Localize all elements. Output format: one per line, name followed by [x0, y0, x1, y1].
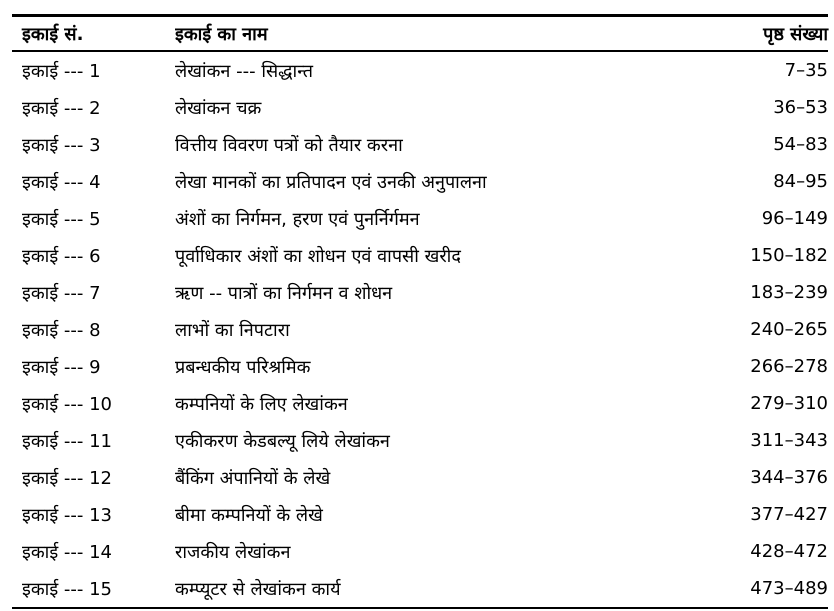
unit-name-cell: बीमा कम्पनियों के लेखे: [175, 504, 323, 526]
table-row: [12, 348, 828, 385]
page-range-cell: 240–265: [750, 319, 828, 340]
unit-number-cell: इकाई --- 7: [22, 282, 101, 304]
unit-name-cell: प्रबन्धकीय परिश्रमिक: [175, 356, 311, 378]
unit-number-cell: इकाई --- 13: [22, 504, 112, 526]
table-row: [12, 274, 828, 311]
unit-name-cell: राजकीय लेखांकन: [175, 541, 291, 563]
page-range-cell: 428–472: [750, 541, 828, 562]
page-range-cell: 7–35: [784, 60, 828, 81]
table-row: [12, 200, 828, 237]
table-row: [12, 126, 828, 163]
unit-number-cell: इकाई --- 11: [22, 430, 112, 452]
table-row: [12, 533, 828, 570]
unit-number-cell: इकाई --- 2: [22, 97, 101, 119]
page-range-cell: 377–427: [750, 504, 828, 525]
table-row: [12, 237, 828, 274]
page-range-cell: 150–182: [750, 245, 828, 266]
table-row: [12, 385, 828, 422]
unit-number-cell: इकाई --- 15: [22, 578, 112, 600]
unit-number-cell: इकाई --- 5: [22, 208, 101, 230]
unit-name-cell: एकीकरण केडबल्यू लिये लेखांकन: [175, 430, 390, 452]
unit-name-cell: अंशों का निर्गमन, हरण एवं पुनर्निर्गमन: [175, 208, 420, 230]
table-row: [12, 459, 828, 496]
table-row: [12, 496, 828, 533]
table-row: [12, 89, 828, 126]
unit-number-cell: इकाई --- 14: [22, 541, 112, 563]
unit-name-cell: पूर्वाधिकार अंशों का शोधन एवं वापसी खरीद: [175, 245, 461, 267]
table-row: [12, 311, 828, 348]
bottom-rule: [12, 607, 828, 609]
table-body: [12, 52, 828, 607]
unit-name-cell: ऋण -- पात्रों का निर्गमन व शोधन: [175, 282, 393, 304]
unit-name-cell: लेखांकन --- सिद्धान्त: [175, 60, 314, 82]
unit-name-cell: कम्प्यूटर से लेखांकन कार्य: [175, 578, 341, 600]
header-unit-number: इकाई सं.: [22, 23, 84, 45]
unit-number-cell: इकाई --- 1: [22, 60, 101, 82]
table-row: [12, 422, 828, 459]
unit-name-cell: लेखा मानकों का प्रतिपादन एवं उनकी अनुपालना: [175, 171, 487, 193]
table-row: [12, 163, 828, 200]
unit-number-cell: इकाई --- 10: [22, 393, 112, 415]
table-header-row: [12, 17, 828, 50]
unit-number-cell: इकाई --- 9: [22, 356, 101, 378]
unit-name-cell: लाभों का निपटारा: [175, 319, 290, 341]
unit-number-cell: इकाई --- 6: [22, 245, 101, 267]
table-row: [12, 52, 828, 89]
header-unit-name: इकाई का नाम: [175, 23, 268, 45]
unit-number-cell: इकाई --- 4: [22, 171, 101, 193]
page-range-cell: 473–489: [750, 578, 828, 599]
page-range-cell: 344–376: [750, 467, 828, 488]
page-range-cell: 54–83: [773, 134, 828, 155]
page-range-cell: 266–278: [750, 356, 828, 377]
page-range-cell: 36–53: [773, 97, 828, 118]
unit-number-cell: इकाई --- 8: [22, 319, 101, 341]
page-range-cell: 84–95: [773, 171, 828, 192]
unit-name-cell: लेखांकन चक्र: [175, 97, 262, 119]
unit-number-cell: इकाई --- 3: [22, 134, 101, 156]
page-range-cell: 311–343: [750, 430, 828, 451]
header-page-number: पृष्ठ संख्या: [763, 23, 828, 45]
unit-name-cell: कम्पनियों के लिए लेखांकन: [175, 393, 348, 415]
unit-number-cell: इकाई --- 12: [22, 467, 112, 489]
page-range-cell: 279–310: [750, 393, 828, 414]
unit-name-cell: वित्तीय विवरण पत्रों को तैयार करना: [175, 134, 403, 156]
unit-name-cell: बैंकिंग अंपानियों के लेखे: [175, 467, 331, 489]
page-range-cell: 183–239: [750, 282, 828, 303]
page-range-cell: 96–149: [761, 208, 828, 229]
table-row: [12, 570, 828, 607]
